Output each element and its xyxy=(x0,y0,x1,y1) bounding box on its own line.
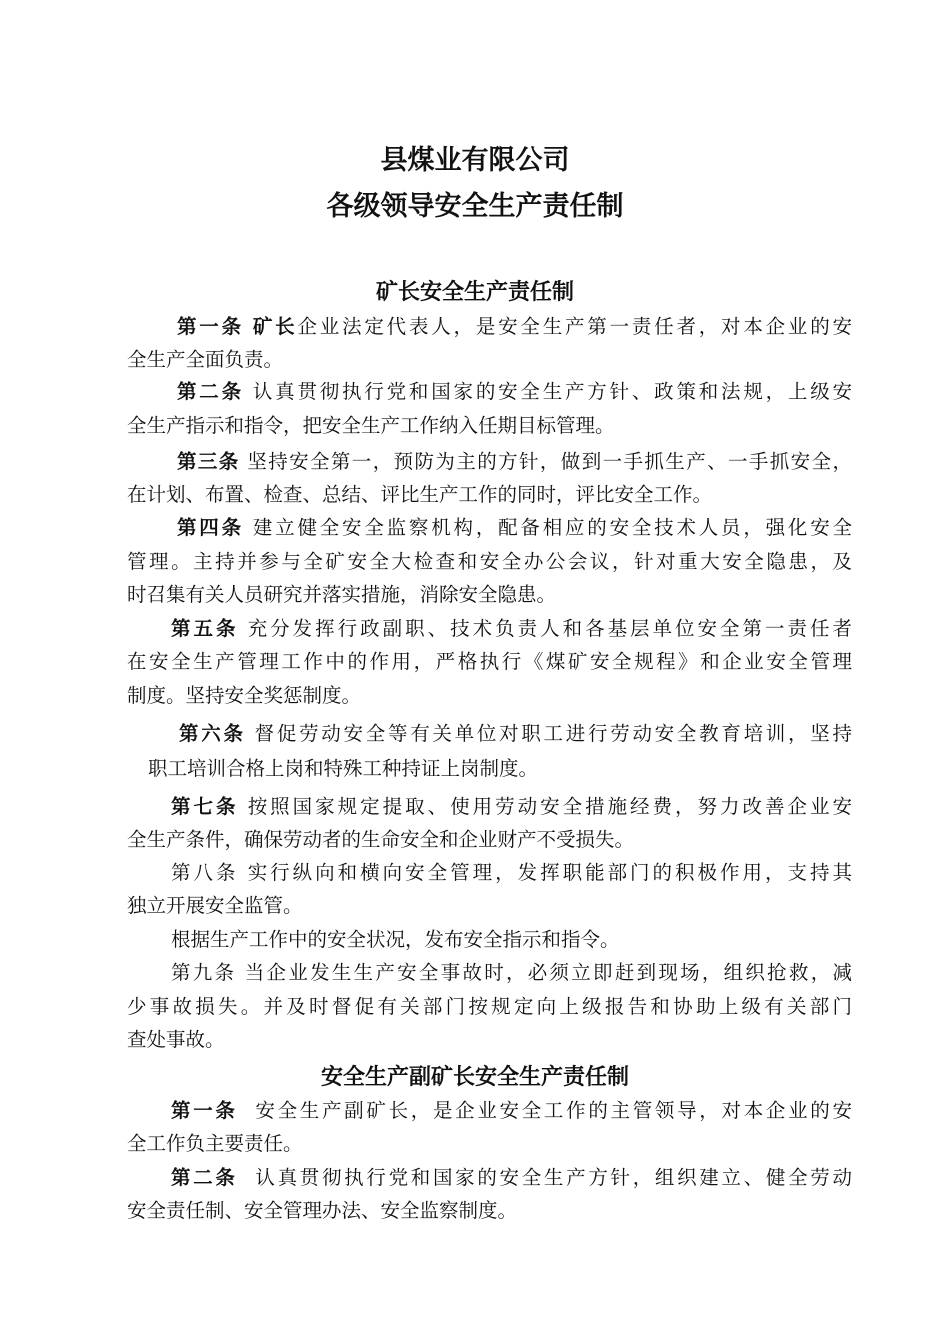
article-line: 在安全生产管理工作中的作用，严格执行《煤矿安全规程》和企业安全管理 xyxy=(127,650,852,673)
article-line: 查处事故。 xyxy=(127,1028,225,1051)
article-line xyxy=(127,956,852,990)
article-text: 督促劳动安全等有关单位对职工进行劳动安全教育培训，坚持 xyxy=(254,722,852,745)
article-label: 第四条 xyxy=(177,516,244,539)
article-line: 在计划、布置、检查、总结、评比生产工作的同时，评比安全工作。 xyxy=(127,483,713,506)
article-line: 制度。坚持安全奖惩制度。 xyxy=(127,684,362,707)
article-text: 建立健全安全监察机构，配备相应的安全技术人员，强化安全 xyxy=(252,516,852,539)
article-subject: 矿长 xyxy=(252,315,298,338)
article-label: 第七条 xyxy=(171,795,239,818)
article-line: 全生产全面负责。 xyxy=(127,348,284,371)
article-text: 坚持安全第一，预防为主的方针，做到一手抓生产、一手抓安全， xyxy=(247,450,852,473)
article-line: 独立开展安全监管。 xyxy=(127,894,303,917)
article-label: 第二条 xyxy=(171,1166,238,1189)
article-line xyxy=(127,1161,852,1195)
article-label: 第三条 xyxy=(177,450,240,473)
article-line xyxy=(127,790,852,824)
document-title-line2: 各级领导安全生产责任制 xyxy=(326,191,624,222)
article-line xyxy=(127,612,852,646)
article-line xyxy=(127,310,852,344)
article-line: 管理。主持并参与全矿安全大检查和安全办公会议，针对重大安全隐患，及 xyxy=(127,550,852,573)
article-line xyxy=(127,1094,852,1128)
section-heading: 矿长安全生产责任制 xyxy=(375,280,574,305)
article-line: 安全责任制、安全管理办法、安全监察制度。 xyxy=(127,1199,518,1222)
article-label: 第六条 xyxy=(179,722,246,745)
document-title-line1: 县煤业有限公司 xyxy=(380,145,570,176)
article-text: 充分发挥行政副职、技术负责人和各基层单位安全第一责任者 xyxy=(247,617,852,640)
article-line xyxy=(127,375,852,409)
article-line: 根据生产工作中的安全状况，发布安全指示和指令。 xyxy=(171,928,620,951)
article-label: 第二条 xyxy=(177,380,244,403)
article-label: 第一条 xyxy=(177,315,244,338)
article-text: 实行纵向和横向安全管理，发挥职能部门的积极作用，支持其 xyxy=(247,861,852,884)
article-label: 第一条 xyxy=(171,1099,238,1122)
article-line: 少事故损失。并及时督促有关部门按规定向上级报告和协助上级有关部门 xyxy=(127,995,852,1018)
article-line: 全生产指示和指令，把安全生产工作纳入任期目标管理。 xyxy=(127,414,615,437)
article-label: 第五条 xyxy=(171,617,239,640)
article-text: 企业法定代表人，是安全生产第一责任者，对本企业的安 xyxy=(297,315,852,338)
article-text: 认真贯彻执行党和国家的安全生产方针、政策和法规，上级安 xyxy=(252,380,852,403)
article-line xyxy=(127,717,852,751)
article-text: 当企业发生生产安全事故时，必须立即赶到现场，组织抢救，减 xyxy=(244,961,852,984)
article-line xyxy=(127,511,852,545)
article-label: 第九条 xyxy=(171,961,237,984)
article-line: 全生产条件，确保劳动者的生命安全和企业财产不受损失。 xyxy=(127,828,635,851)
section-heading: 安全生产副矿长安全生产责任制 xyxy=(320,1065,629,1090)
article-text: 认真贯彻执行党和国家的安全生产方针，组织建立、健全劳动 xyxy=(255,1166,852,1189)
article-text: 按照国家规定提取、使用劳动安全措施经费，努力改善企业安 xyxy=(247,795,852,818)
article-label: 第八条 xyxy=(171,861,239,884)
article-text: 安全生产副矿长，是企业安全工作的主管领导，对本企业的安 xyxy=(255,1099,852,1122)
article-line: 职工培训合格上岗和特殊工种持证上岗制度。 xyxy=(148,757,539,780)
article-line xyxy=(127,856,852,890)
article-line: 时召集有关人员研究并落实措施，消除安全隐患。 xyxy=(127,583,557,606)
article-line: 全工作负主要责任。 xyxy=(127,1132,303,1155)
article-line xyxy=(127,445,852,479)
